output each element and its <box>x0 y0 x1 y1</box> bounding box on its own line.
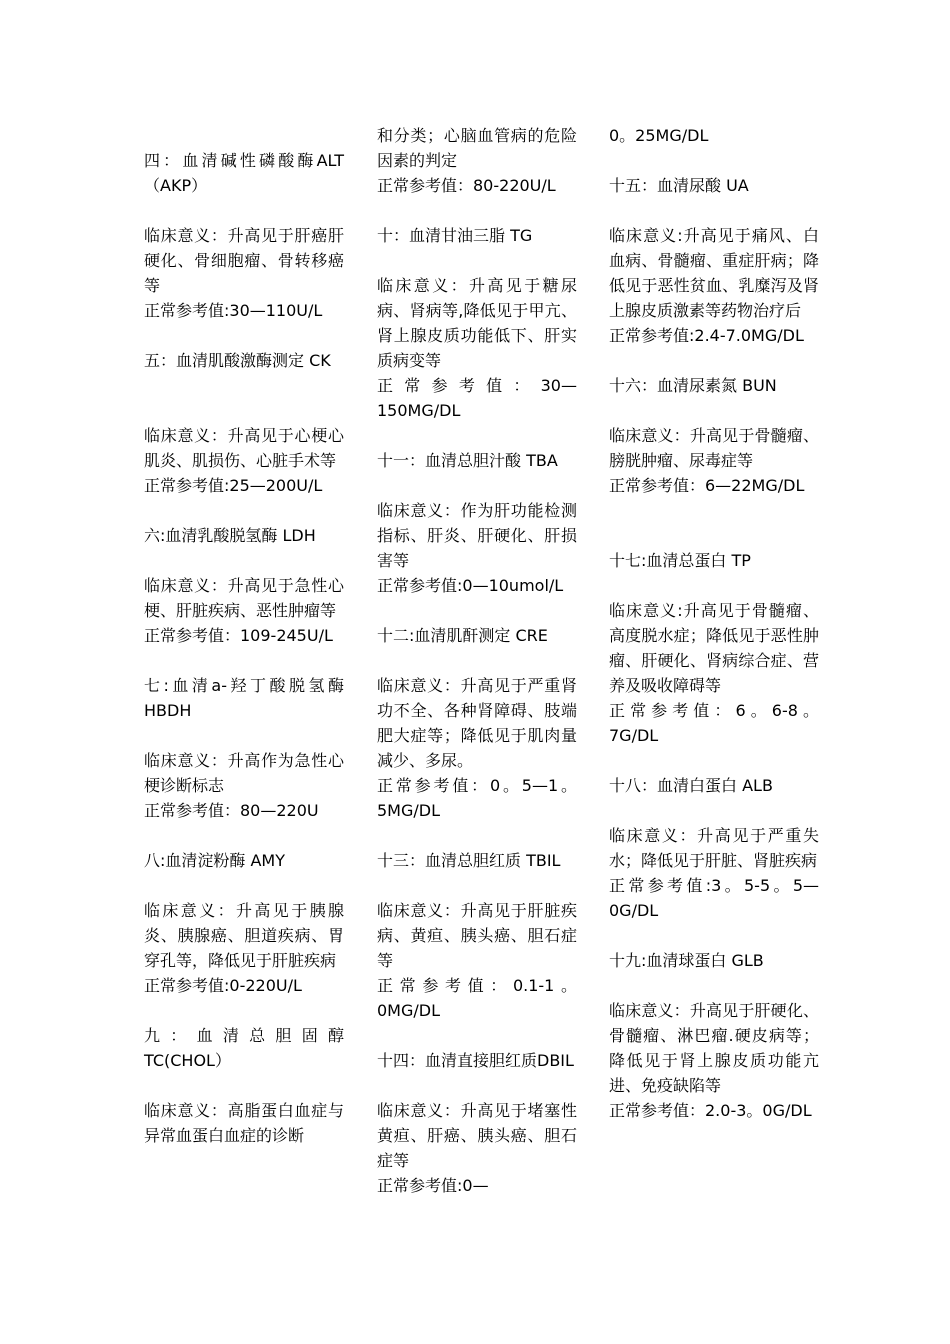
text-column-2 <box>377 123 577 1198</box>
text-paragraph: 临床意义:升高见于痛风、白血病、骨髓瘤、重症肝病；降低见于恶性贫血、乳糜泻及肾上腺皮质激素等药物治疗后 <box>609 226 819 320</box>
text-paragraph: 正常参考值：30—150MG/DL <box>377 376 577 420</box>
paragraph-spacer <box>144 823 344 848</box>
text-paragraph: 十二:血清肌酐测定 CRE <box>377 626 548 645</box>
text-paragraph: 临床意义：升高见于严重肾功不全、各种肾障碍、肢端肥大症等；降低见于肌肉量减少、多尿。 <box>377 676 577 770</box>
paragraph-spacer <box>377 423 577 448</box>
text-paragraph: 正常参考值：80—220U <box>144 801 319 820</box>
paragraph-spacer <box>377 823 577 848</box>
text-paragraph: 正常参考值:30—110U/L <box>144 301 323 320</box>
paragraph-spacer <box>609 348 819 373</box>
text-paragraph: 临床意义：升高见于胰腺炎、胰腺癌、胆道疾病、胃穿孔等，降低见于肝脏疾病 <box>144 901 344 970</box>
paragraph-spacer <box>377 598 577 623</box>
paragraph-spacer <box>609 148 819 173</box>
paragraph-spacer <box>377 1073 577 1098</box>
paragraph-spacer <box>609 198 819 223</box>
paragraph-spacer <box>609 573 819 598</box>
paragraph-spacer <box>377 873 577 898</box>
paragraph-spacer <box>144 123 344 148</box>
text-paragraph: 六:血清乳酸脱氢酶 LDH <box>144 526 316 545</box>
paragraph-spacer <box>609 498 819 548</box>
text-paragraph: 十六：血清尿素氮 BUN <box>609 376 777 395</box>
text-paragraph: 十七:血清总蛋白 TP <box>609 551 751 570</box>
text-paragraph: 临床意义：升高见于糖尿病、肾病等,降低见于甲亢、肾上腺皮质功能低下、肝实质病变等 <box>377 276 577 370</box>
text-paragraph: 临床意义：高脂蛋白血症与异常血蛋白血症的诊断 <box>144 1101 344 1145</box>
text-paragraph: 临床意义：升高见于急性心梗、肝脏疾病、恶性肿瘤等 <box>144 576 344 620</box>
text-paragraph: 四：血清碱性磷酸酶ALT（AKP） <box>144 151 344 195</box>
paragraph-spacer <box>144 198 344 223</box>
text-paragraph: 八:血清淀粉酶 AMY <box>144 851 286 870</box>
paragraph-spacer <box>609 748 819 773</box>
text-paragraph: 正常参考值：0.1-1。0MG/DL <box>377 976 577 1020</box>
paragraph-spacer <box>144 873 344 898</box>
text-paragraph: 十：血清甘油三脂 TG <box>377 226 533 245</box>
text-paragraph: 临床意义：升高见于肝癌肝硬化、骨细胞瘤、骨转移癌等 <box>144 226 344 295</box>
text-paragraph: 临床意义：升高见于严重失水；降低见于肝脏、肾脏疾病 <box>609 826 819 870</box>
paragraph-spacer <box>377 1023 577 1048</box>
text-paragraph: 十四：血清直接胆红质DBIL <box>377 1051 574 1070</box>
text-paragraph: 临床意义：升高作为急性心梗诊断标志 <box>144 751 344 795</box>
paragraph-spacer <box>377 198 577 223</box>
text-paragraph: 十一：血清总胆汁酸 TBA <box>377 451 558 470</box>
text-paragraph: 正常参考值:3。5-5。5—0G/DL <box>609 876 819 920</box>
text-paragraph: 九：血清总胆固醇TC(CHOL） <box>144 1026 344 1070</box>
paragraph-spacer <box>144 373 344 423</box>
paragraph-spacer <box>144 498 344 523</box>
text-column-3 <box>609 123 819 1123</box>
text-paragraph: 临床意义：升高见于肝脏疾病、黄疸、胰头癌、胆石症等 <box>377 901 577 970</box>
text-paragraph: 正常参考值：80-220U/L <box>377 176 556 195</box>
text-paragraph: 临床意义：升高见于肝硬化、骨髓瘤、淋巴瘤.硬皮病等；降低见于肾上腺皮质功能亢进、免疫缺陷等 <box>609 1001 819 1095</box>
text-paragraph: 七:血清a-羟丁酸脱氢酶 HBDH <box>144 676 344 720</box>
text-paragraph: 临床意义：升高见于堵塞性黄疸、肝癌、胰头癌、胆石症等 <box>377 1101 577 1170</box>
text-paragraph: 0。25MG/DL <box>609 126 709 145</box>
text-paragraph: 正常参考值:0— <box>377 1176 489 1195</box>
text-paragraph: 正常参考值：6—22MG/DL <box>609 476 805 495</box>
text-paragraph: 临床意义：作为肝功能检测指标、肝炎、肝硬化、肝损害等 <box>377 501 577 570</box>
text-paragraph: 十八：血清白蛋白 ALB <box>609 776 773 795</box>
text-paragraph: 临床意义：升高见于心梗心肌炎、肌损伤、心脏手术等 <box>144 426 344 470</box>
paragraph-spacer <box>609 923 819 948</box>
text-paragraph: 五：血清肌酸激酶测定 CK <box>144 351 331 370</box>
text-paragraph: 正常参考值：6。6-8。7G/DL <box>609 701 819 745</box>
text-paragraph: 临床意义：升高见于骨髓瘤、膀胱肿瘤、尿毒症等 <box>609 426 819 470</box>
paragraph-spacer <box>144 548 344 573</box>
text-paragraph: 临床意义:升高见于骨髓瘤、高度脱水症；降低见于恶性肿瘤、肝硬化、肾病综合症、营养及吸收障碍等 <box>609 601 819 695</box>
text-paragraph: 十三：血清总胆红质 TBIL <box>377 851 561 870</box>
text-paragraph: 和分类；心脑血管病的危险因素的判定 <box>377 126 577 170</box>
paragraph-spacer <box>144 998 344 1023</box>
paragraph-spacer <box>377 648 577 673</box>
paragraph-spacer <box>144 648 344 673</box>
text-paragraph: 正常参考值：2.0-3。0G/DL <box>609 1101 812 1120</box>
text-paragraph: 正常参考值:2.4-7.0MG/DL <box>609 326 804 345</box>
text-paragraph: 正常参考值：109-245U/L <box>144 626 333 645</box>
paragraph-spacer <box>377 248 577 273</box>
paragraph-spacer <box>377 473 577 498</box>
paragraph-spacer <box>609 398 819 423</box>
text-paragraph: 正常参考值:0-220U/L <box>144 976 302 995</box>
text-column-1 <box>144 123 344 1148</box>
text-paragraph: 十九:血清球蛋白 GLB <box>609 951 764 970</box>
text-paragraph: 正常参考值：0。5—1。5MG/DL <box>377 776 577 820</box>
paragraph-spacer <box>609 798 819 823</box>
paragraph-spacer <box>144 323 344 348</box>
paragraph-spacer <box>144 723 344 748</box>
paragraph-spacer <box>609 973 819 998</box>
text-paragraph: 十五：血清尿酸 UA <box>609 176 749 195</box>
text-paragraph: 正常参考值:25—200U/L <box>144 476 323 495</box>
paragraph-spacer <box>144 1073 344 1098</box>
text-paragraph: 正常参考值:0—10umol/L <box>377 576 564 595</box>
